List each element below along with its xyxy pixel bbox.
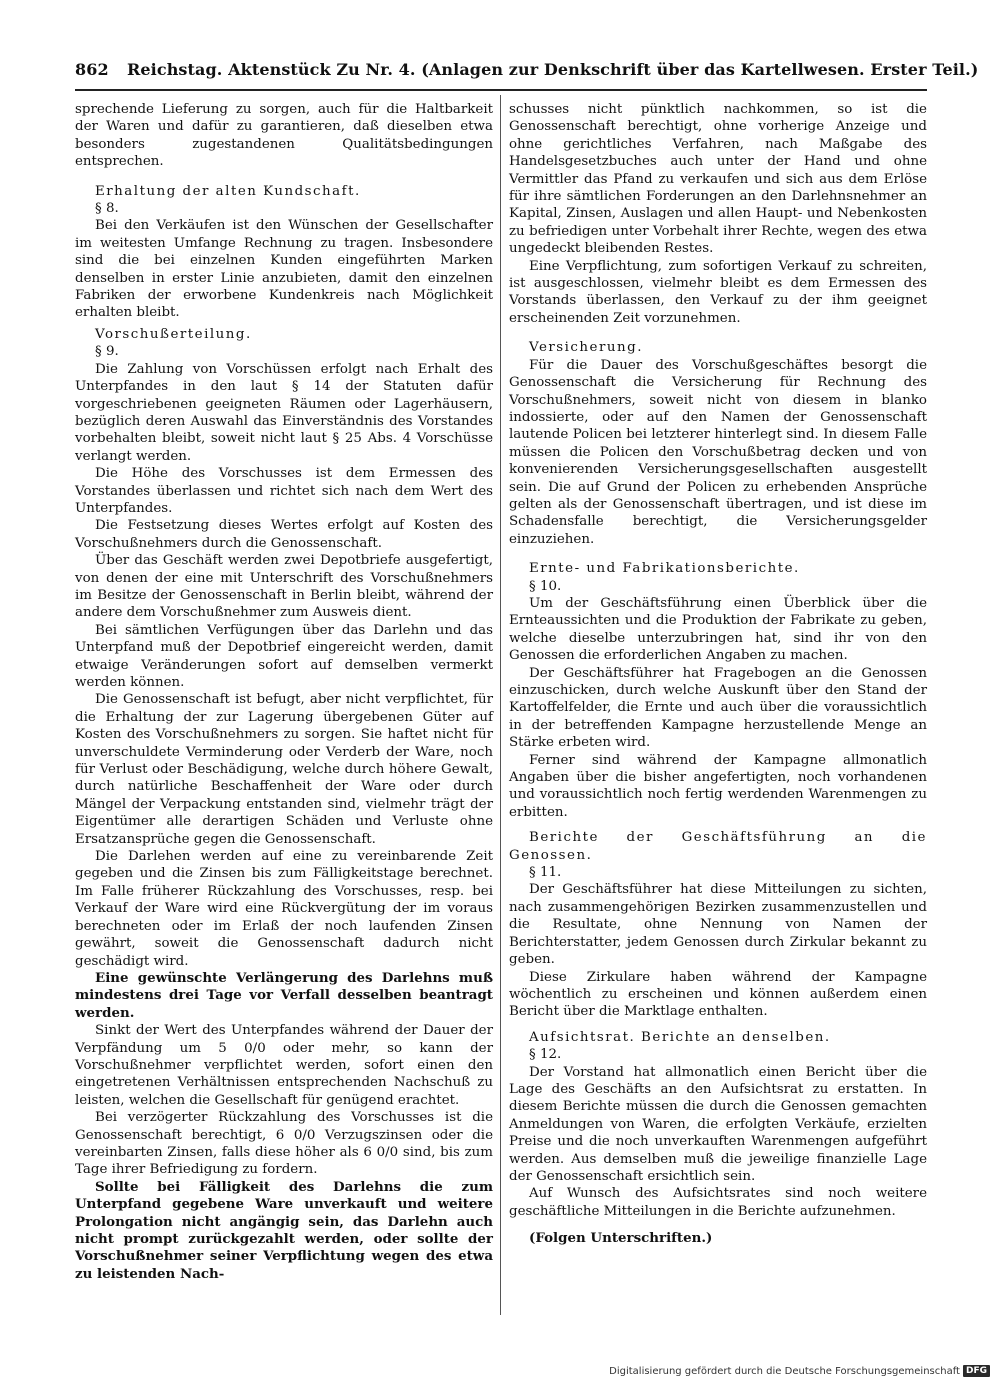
- section-heading: Vorschußerteilung.: [95, 326, 252, 342]
- section-heading: Ernte- und Fabrikationsberichte.: [529, 561, 800, 577]
- running-title: Reichstag. Aktenstück Zu Nr. 4. (Anlagen zur Denkschrift über das Kartellwesen. Erster Teil.): [127, 60, 979, 79]
- paragraph: Um der Geschäftsführung einen Überblick über die Ernteaussichten und die Produktion der Fabrikate zu geben, welche dieselbe unterzubringen hat, sind ihr von den Genossen die erforderlichen Angaben zu machen.: [509, 595, 927, 664]
- paragraph: Die Genossenschaft ist befugt, aber nicht verpflichtet, für die Erhaltung der zur Lagerung übergebenen Güter auf Kosten des Vorschußnehmers zu sorgen. Sie haftet nicht für unverschuldete Verminderung oder Verderb der Ware, noch für Verlust oder Beschädigung, welche durch höhere Gewalt, durch natürliche Beschaffenheit der Ware oder durch Mängel der Verpackung entstanden sind, vielmehr trägt der Eigentümer alle derartigen Schäden und Verluste ohne Ersatzansprüche gegen die Genossenschaft.: [75, 692, 493, 847]
- section-number: § 12.: [529, 1047, 562, 1063]
- paragraph: Die Darlehen werden auf eine zu vereinbarende Zeit gegeben und die Zinsen bis zum Fälligkeitstage berechnet. Im Falle früherer Rückzahlung des Vorschusses, resp. bei Verkauf der Ware wird eine Rückvergütung der im voraus berechneten oder im Erlaß der noch laufenden Zinsen gewährt, soweit die Genossenschaft dadurch nicht geschädigt wird.: [75, 849, 493, 969]
- paragraph: Der Geschäftsführer hat Fragebogen an die Genossen einzuschicken, durch welche Auskunft über den Stand der Kartoffelfelder, die Ernte und auch über die voraussichtlich in der betreffenden Kampagne herzustellende Menge an Stärke erbeten wird.: [509, 665, 927, 751]
- paragraph: Auf Wunsch des Aufsichtsrates sind noch weitere geschäftliche Mitteilungen in die Berichte aufzunehmen.: [509, 1186, 927, 1219]
- paragraph: Für die Dauer des Vorschußgeschäftes besorgt die Genossenschaft die Versicherung für Rechnung des Vorschußnehmers, soweit nicht von diesem in blanko indossierte, oder auf den Namen der Genossenschaft lautende Policen bei letzterer hinterlegt sind. In diesem Falle müssen die Policen den Vorschußbetrag decken und von konvenierenden Versicherungsgesellschaften ausgestellt sein. Die auf Grund der Policen zu erhebenden Ansprüche gelten als der Genossenschaft übertragen, und ist diese im Schadensfalle berechtigt, die Versicherungsgelder einzuziehen.: [509, 357, 927, 547]
- header-rule: [75, 89, 927, 91]
- digitization-credit: [600, 1365, 990, 1379]
- section-number: § 11.: [529, 865, 562, 881]
- paragraph: Bei den Verkäufen ist den Wünschen der Gesellschafter im weitesten Umfange Rechnung zu tragen. Insbesondere sind die bei einzelnen Kunden eingeführten Marken denselben in erster Linie anzubieten, damit den einzelnen Fabriken der erworbene Kundenkreis nach Möglichkeit erhalten bleibt.: [75, 218, 493, 321]
- left-column: [75, 101, 493, 1283]
- section-number: § 8.: [95, 201, 119, 217]
- running-header: [75, 60, 979, 84]
- paragraph: Sinkt der Wert des Unterpfandes während der Dauer der Verpfändung um 5 0/0 oder mehr, so kann der Vorschußnehmer verpflichtet werden, sofort einen den eingetretenen Verhältnissen entsprechenden Nachschuß zu leisten, welchen die Gesellschaft für genügend erachtet.: [75, 1023, 493, 1108]
- paragraph: sprechende Lieferung zu sorgen, auch für die Haltbarkeit der Waren und dafür zu garantieren, daß dieselben etwa besonders zugestandenen Qualitätsbedingungen entsprechen.: [75, 102, 493, 170]
- paragraph: Der Geschäftsführer hat diese Mitteilungen zu sichten, nach zusammengehörigen Bezirken zusammenzustellen und die Resultate, ohne Nennung von Namen der Berichterstatter, jedem Genossen durch Zirkular bekannt zu geben.: [509, 882, 927, 968]
- paragraph: Über das Geschäft werden zwei Depotbriefe ausgefertigt, von denen der eine mit Unterschrift des Vorschußnehmers im Besitze der Genossenschaft in Berlin bleibt, während der andere dem Vorschußnehmer zum Ausweis dient.: [75, 553, 493, 621]
- column-divider: [500, 95, 501, 1315]
- right-column: [509, 101, 927, 1248]
- paragraph: Die Höhe des Vorschusses ist dem Ermessen des Vorstandes überlassen und richtet sich nach dem Wert des Unterpfandes.: [75, 466, 493, 516]
- paragraph: schusses nicht pünktlich nachkommen, so ist die Genossenschaft berechtigt, ohne vorherige Anzeige und ohne gerichtliches Verfahren, nach Maßgabe des Handelsgesetzbuches auch unter der Hand und ohne Vermittler das Pfand zu verkaufen und sich aus dem Erlöse für ihre sämtlichen Forderungen an den Darlehnsnehmer an Kapital, Zinsen, Auslagen und allen Haupt- und Nebenkosten zu befriedigen unter Vorbehalt ihrer Rechte, wegen des etwa ungedeckt bleibenden Restes.: [509, 102, 927, 257]
- page-number: 862: [75, 60, 109, 79]
- signatures-note: (Folgen Unterschriften.): [529, 1230, 713, 1247]
- paragraph: Sollte bei Fälligkeit des Darlehns die zum Unterpfand gegebene Ware unverkauft und weitere Prolongation nicht angängig sein, das Darlehn auch nicht prompt zurückgezahlt werden, oder sollte der Vorschußnehmer seiner Verpflichtung wegen des etwa zu leistenden Nach-: [75, 1178, 493, 1282]
- section-heading: Versicherung.: [529, 340, 643, 356]
- paragraph: Die Zahlung von Vorschüssen erfolgt nach Erhalt des Unterpfandes in den laut § 14 der Statuten dafür vorgeschriebenen geeigneten Räumen oder Lagerhäusern, bezüglich deren Auswahl das Einverständnis des Vorstandes vorbehalten bleibt, soweit nicht laut § 25 Abs. 4 Vorschüsse verlangt werden.: [75, 361, 493, 464]
- paragraph: Bei sämtlichen Verfügungen über das Darlehn und das Unterpfand muß der Depotbrief eingereicht werden, damit etwaige Veränderungen sofort auf demselben vermerkt werden können.: [75, 622, 493, 690]
- section-heading: Aufsichtsrat. Berichte an denselben.: [529, 1029, 831, 1045]
- paragraph: Ferner sind während der Kampagne allmonatlich Angaben über die bisher angefertigten, noch vorhandenen und voraussichtlich noch fertig werdenden Warenmengen zu erbitten.: [509, 752, 927, 820]
- paragraph: Der Vorstand hat allmonatlich einen Bericht über die Lage des Geschäfts an den Aufsichtsrat zu erstatten. In diesem Berichte müssen die durch die Genossen gemachten Anmeldungen von Waren, die erfolgten Verkäufe, erzielten Preise und die noch unverkauften Warenmengen aufgeführt werden. Aus demselben muß die jeweilige finanzielle Lage der Genossenschaft ersichtlich sein.: [509, 1064, 927, 1184]
- paragraph: Die Festsetzung dieses Wertes erfolgt auf Kosten des Vorschußnehmers durch die Genossenschaft.: [75, 518, 493, 551]
- paragraph: Eine gewünschte Verlängerung des Darlehns muß mindestens drei Tage vor Verfall desselben beantragt werden.: [75, 969, 493, 1021]
- dfg-logo-icon: DFG: [963, 1365, 990, 1377]
- paragraph: Diese Zirkulare haben während der Kampagne wöchentlich zu erscheinen und können außerdem einen Bericht über die Marktlage enthalten.: [509, 969, 927, 1020]
- paragraph: Bei verzögerter Rückzahlung des Vorschusses ist die Genossenschaft berechtigt, 6 0/0 Verzugszinsen oder die vereinbarten Zinsen, falls diese höher als 6 0/0 sind, bis zum Tage ihrer Befriedigung zu fordern.: [75, 1110, 493, 1178]
- section-number: § 9.: [95, 344, 119, 360]
- paragraph: Eine Verpflichtung, zum sofortigen Verkauf zu schreiten, ist ausgeschlossen, vielmehr bleibt es dem Ermessen des Vorstands überlassen, den Verkauf zu der ihm geeignet erscheinenden Zeit vorzunehmen.: [509, 258, 927, 326]
- section-heading: Berichte der Geschäftsführung an die Genossen.: [509, 830, 927, 863]
- credit-text: Digitalisierung gefördert durch die Deutsche Forschungsgemeinschaft: [609, 1366, 960, 1377]
- section-number: § 10.: [529, 578, 562, 594]
- section-heading: Erhaltung der alten Kundschaft.: [95, 183, 361, 199]
